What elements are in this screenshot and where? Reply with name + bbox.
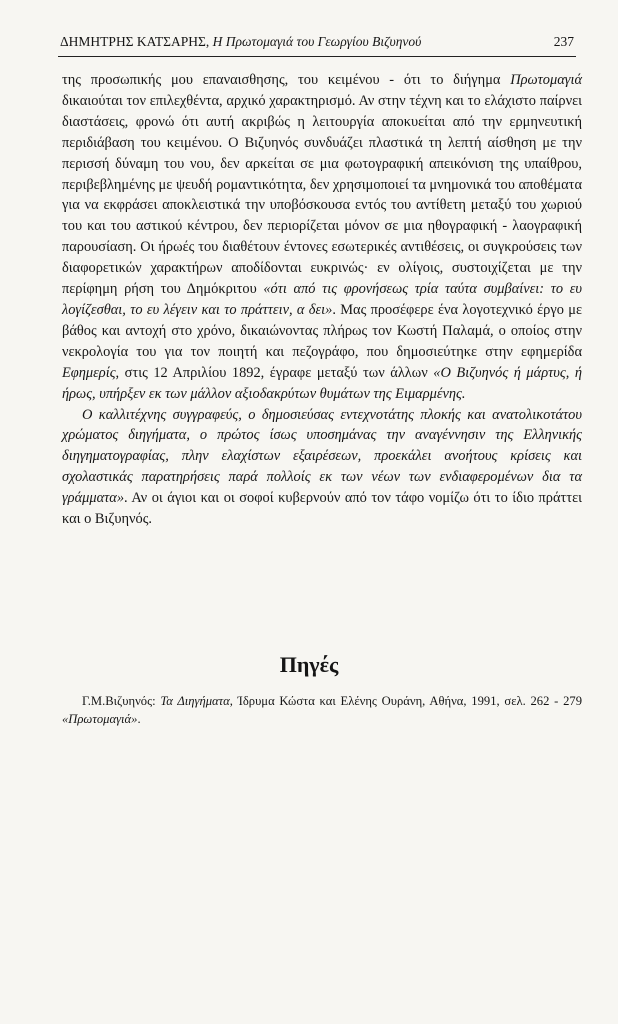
header-rule [58,56,576,57]
palamas-quote-part-2: Ο καλλιτέχνης συγγραφεύς, ο δημοσιεύσας εντεχνοτάτης πλοκής και ανατολικοτάτου χρώματος διηγήματα, ο πρώτος ίσως υποσημάνας την αναγέννησιν της Ελληνικής διηγηματογραφίας, πλην ελαχίστων εξαιρέσεων, προεκάλει ανοήτους κρίσεις και σχολαστικάς παρατηρήσεις παρά πολλοίς εκ των νέων των ενδιαφερομένων δια τα γράμματα» [62,406,582,507]
paragraph-1-text-2: δικαιούται τον επιλεχθέντα, αρχικό χαρακτηρισμό. Αν στην τέχνη και το ελάχιστο παίρνει διαστάσεις, φρονώ ότι αυτή ακριβώς η λειτουργία αποκυείται από την ερμηνευτική περιδιάβαση του κειμένου. Ο Βιζυηνός συνδυάζει πλαστικά τη λεπτή αίσθηση με την περισσή δύναμη του νου, δεν αρκείται σε μια φωτογραφική απεικόνιση της υπαίθρου, περιβεβλημένης με ψευδή ρομαντικότητα, δεν χρησιμοποιεί τα μνημονικά του αποθέματα για να εκφράσει αποκλειστικά την υποβόσκουσα εντός του αντίθετη μεταξύ του χωριού του και του αστικού κέντρου, δεν περιορίζεται μόνον σε μια ηθογραφική - λαογραφική παρουσίαση. Οι ήρωές του διαθέτουν έντονες εσωτερικές αντιθέσεις, οι συγκρούσεις των διαφορετικών χαρακτήρων αποδίδονται ευκρινώς· εν ολίγοις, συστοιχίζεται με την περίφημη ρήση του Δημόκριτου [62,92,582,298]
newspaper-name: Εφημερίς [62,364,116,381]
header-title: Η Πρωτομαγιά του Γεωργίου Βιζυηνού [212,34,422,49]
sources-heading: Πηγές [279,652,339,677]
running-head [60,34,421,50]
paragraph-1-text-1: της προσωπικής μου επαναισθησης, του κειμένου - ότι το διήγημα [62,72,511,88]
body-text [62,70,582,530]
source-reference [62,692,582,728]
palamas-quote-part-1: «Ο Βιζυηνός ή μάρτυς, ή ήρως, υπήρξεν εκ των μάλλον αξιοδακρύτων θυμάτων της Ειμαρμένης. [62,364,582,402]
reference-end: . [137,712,141,726]
reference-story-title: «Πρωτομαγιά» [62,712,138,726]
reference-book-title: Τα Διηγήματα [160,694,230,708]
reference-details: , Ίδρυμα Κώστα και Ελένης Ουράνη, Αθήνα, 1991, σελ. 262 - 279 [229,694,583,708]
running-header [60,34,574,56]
paragraph-1-text-3: . Μας προσέφερε ένα λογοτεχνικό έργο με βάθος και αντοχή στο χρόνο, δικαιώνοντας πλήρως τον Κωστή Παλαμά, ο οποίος στην νεκρολογία του για τον ποιητή και πεζογράφο, που δημοσιεύτηκε στην εφημερίδα [62,301,582,360]
header-author: ΔΗΜΗΤΡΗΣ ΚΑΤΣΑΡΗΣ, [60,34,210,49]
reference-author: Γ.Μ.Βιζυηνός: [82,694,161,708]
democritus-quote: «ότι από τις φρονήσεως τρία ταύτα συμβαίνει: το ευ λογίζεσθαι, το ευ λέγειν και το πράττειν, α δει» [62,281,582,318]
paragraph-2 [62,405,582,530]
paragraph-1-text-4: , στις 12 Απριλίου 1892, έγραφε μεταξύ των άλλων [115,364,434,381]
story-title-italic: Πρωτομαγιά [510,72,582,88]
paragraph-2-text: . Αν οι άγιοι και οι σοφοί κυβερνούν από τον τάφο νομίζω ότι το ίδιο πράττει και ο Βιζυηνός. [62,490,582,528]
page-number: 237 [553,34,574,49]
paragraph-1 [62,70,582,405]
